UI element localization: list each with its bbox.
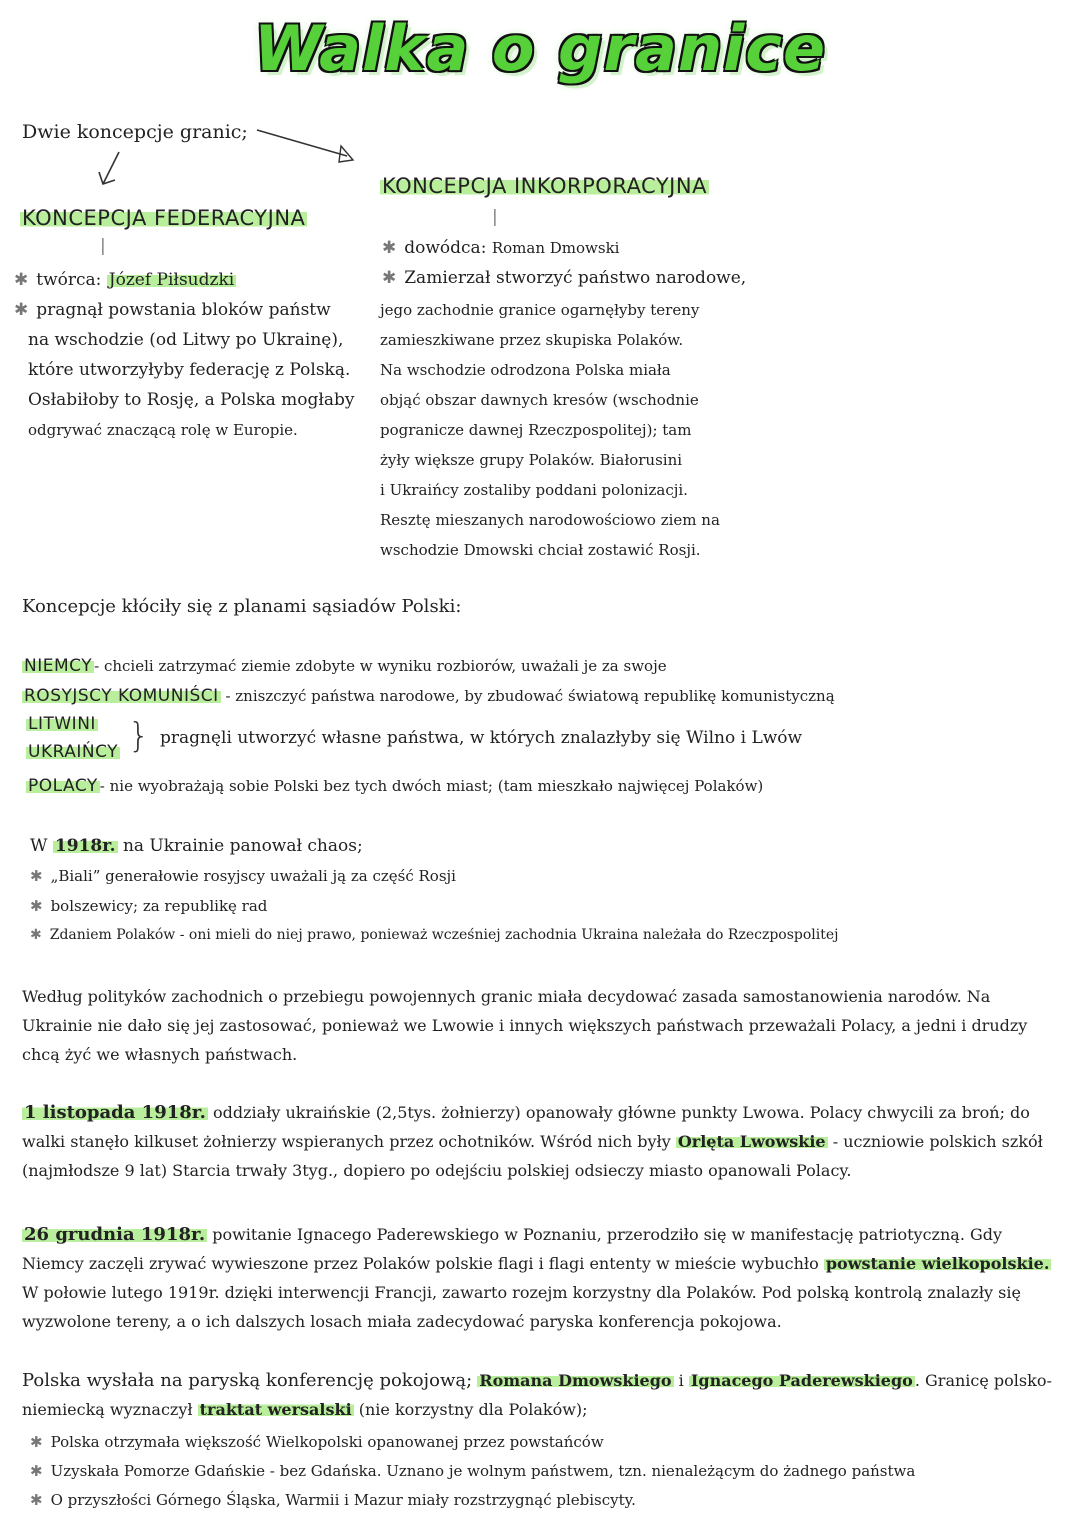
asterisk-icon: ✱ <box>14 270 29 290</box>
intro-text: Dwie koncepcje granic; <box>22 121 248 143</box>
conflict-litwini-ukraincy: pragnęli utworzyć własne państwa, w których znalazłyby się Wilno i Lwów <box>160 728 803 748</box>
connector-line: | <box>492 207 498 227</box>
asterisk-icon: ✱ <box>382 238 397 258</box>
conflict-rosja: ROSYJSCY KOMUNIŚCI - zniszczyć państwa narodowe, by zbudować światową republikę komunistyczną <box>24 686 835 706</box>
conflict-niemcy: NIEMCY - chcieli zatrzymać ziemie zdobyte w wyniku rozbiorów, uważali je za swoje <box>24 656 667 676</box>
arrow-right-icon <box>255 124 360 166</box>
federal-line-2: na wschodzie (od Litwy po Ukrainę), <box>28 330 344 350</box>
conflict-ukraincy-label: UKRAIŃCY <box>28 742 119 762</box>
ukraine-item-3: ✱ Zdaniem Polaków - oni mieli do niej prawo, ponieważ wcześniej zachodnia Ukraina należała do Rzeczpospolitej <box>30 927 839 943</box>
lwow-paragraph: 1 listopada 1918r. oddziały ukraińskie (2,5tys. żołnierzy) opanowały główne punkty Lwowa. Polacy chwycili za broń; do walki stanęło kilkuset żołnierzy wspieranych przez ochotników. Wśród nich były Orlęta Lwowskie - uczniowie polskich szkół (najmłodsze 9 lat) Starcia trwały 3tyg., dopiero po odejściu polskiej odsieczy miasto opanowali Polacy. <box>22 1102 1043 1180</box>
conflict-heading: Koncepcje kłóciły się z planami sąsiadów Polski: <box>22 596 462 617</box>
incorp-line-3: zamieszkiwane przez skupiska Polaków. <box>380 331 684 349</box>
conflict-polacy: POLACY - nie wyobrażają sobie Polski bez tych dwóch miast; (tam mieszkało najwięcej Polaków) <box>28 776 764 796</box>
asterisk-icon: ✱ <box>30 867 43 885</box>
federal-line-4: Osłabiłoby to Rosję, a Polska mogłaby <box>28 390 355 410</box>
incorp-line-8: i Ukraińcy zostaliby poddani polonizacji. <box>380 481 688 499</box>
federal-creator: ✱ twórca: Józef Piłsudzki <box>14 270 235 290</box>
ukraine-intro: W 1918r. na Ukrainie panował chaos; <box>30 836 363 856</box>
federal-line-3: które utworzyłyby federację z Polską. <box>28 360 351 380</box>
asterisk-icon: ✱ <box>382 268 397 288</box>
asterisk-icon: ✱ <box>30 927 42 943</box>
asterisk-icon: ✱ <box>30 1491 43 1509</box>
federal-line-1: ✱ pragnął powstania bloków państw <box>14 300 331 320</box>
page-title: Walka o granice <box>253 12 827 85</box>
poznan-paragraph: 26 grudnia 1918r. powitanie Ignacego Paderewskiego w Poznaniu, przerodziło się w manifestację patriotyczną. Gdy Niemcy zaczęli zrywać wywieszone przez Polaków polskie flagi i flagi ententy w mieście wybuchło powstanie wielkopolskie. W połowie lutego 1919r. dzięki interwencji Francji, zawarto rozejm korzystny dla Polaków. Pod polską kontrolą znalazły się wyzwolone tereny, a o ich dalszych losach miała zadecydować paryska konferencja pokojowa. <box>22 1224 1050 1331</box>
incorp-line-4: Na wschodzie odrodzona Polska miała <box>380 361 671 379</box>
paris-item-3: ✱ O przyszłości Górnego Śląska, Warmii i Mazur miały rozstrzygnąć plebiscyty. <box>30 1491 636 1509</box>
ukraine-item-2: ✱ bolszewicy; za republikę rad <box>30 897 268 915</box>
paris-item-1: ✱ Polska otrzymała większość Wielkopolski opanowanej przez powstańców <box>30 1433 604 1451</box>
incorp-line-2: jego zachodnie granice ogarnęłyby tereny <box>380 301 700 319</box>
paris-paragraph: Polska wysłała na paryską konferencję pokojową; Romana Dmowskiego i Ignacego Paderewskiego . Granicę polsko-niemiecką wyznaczył traktat wersalski (nie korzystny dla Polaków); <box>22 1370 1052 1419</box>
connector-line: | <box>100 236 106 256</box>
conflict-litwini-label: LITWINI <box>28 714 96 734</box>
federal-heading: KONCEPCJA FEDERACYJNA <box>22 206 306 230</box>
arrow-down-left-icon <box>95 150 125 192</box>
brace-icon: } <box>128 716 150 756</box>
ukraine-item-1: ✱ „Biali” generałowie rosyjscy uważali ją za część Rosji <box>30 867 456 885</box>
incorp-line-1: ✱ Zamierzał stworzyć państwo narodowe, <box>382 268 747 288</box>
asterisk-icon: ✱ <box>30 1433 43 1451</box>
asterisk-icon: ✱ <box>30 897 43 915</box>
federal-line-5: odgrywać znaczącą rolę w Europie. <box>28 421 298 439</box>
incorp-line-7: żyły większe grupy Polaków. Białorusini <box>380 451 683 469</box>
incorp-leader: ✱ dowódca: Roman Dmowski <box>382 238 620 258</box>
incorp-heading: KONCEPCJA INKORPORACYJNA <box>382 174 707 198</box>
asterisk-icon: ✱ <box>30 1462 43 1480</box>
incorp-line-6: pogranicze dawnej Rzeczpospolitej); tam <box>380 421 692 439</box>
paris-item-2: ✱ Uzyskała Pomorze Gdańskie - bez Gdańska. Uznano je wolnym państwem, tzn. nienależącym do żadnego państwa <box>30 1462 916 1480</box>
incorp-line-5: objąć obszar dawnych kresów (wschodnie <box>380 391 699 409</box>
incorp-line-10: wschodzie Dmowski chciał zostawić Rosji. <box>380 541 701 559</box>
western-paragraph: Według polityków zachodnich o przebiegu powojennych granic miała decydować zasada samostanowienia narodów. Na Ukrainie nie dało się jej zastosować, ponieważ we Lwowie i innych większych państwach przeważali Polacy, a jedni i drudzy chcą żyć we własnych państwach. <box>22 987 1028 1064</box>
asterisk-icon: ✱ <box>14 300 29 320</box>
incorp-line-9: Resztę mieszanych narodowościowo ziem na <box>380 511 720 529</box>
